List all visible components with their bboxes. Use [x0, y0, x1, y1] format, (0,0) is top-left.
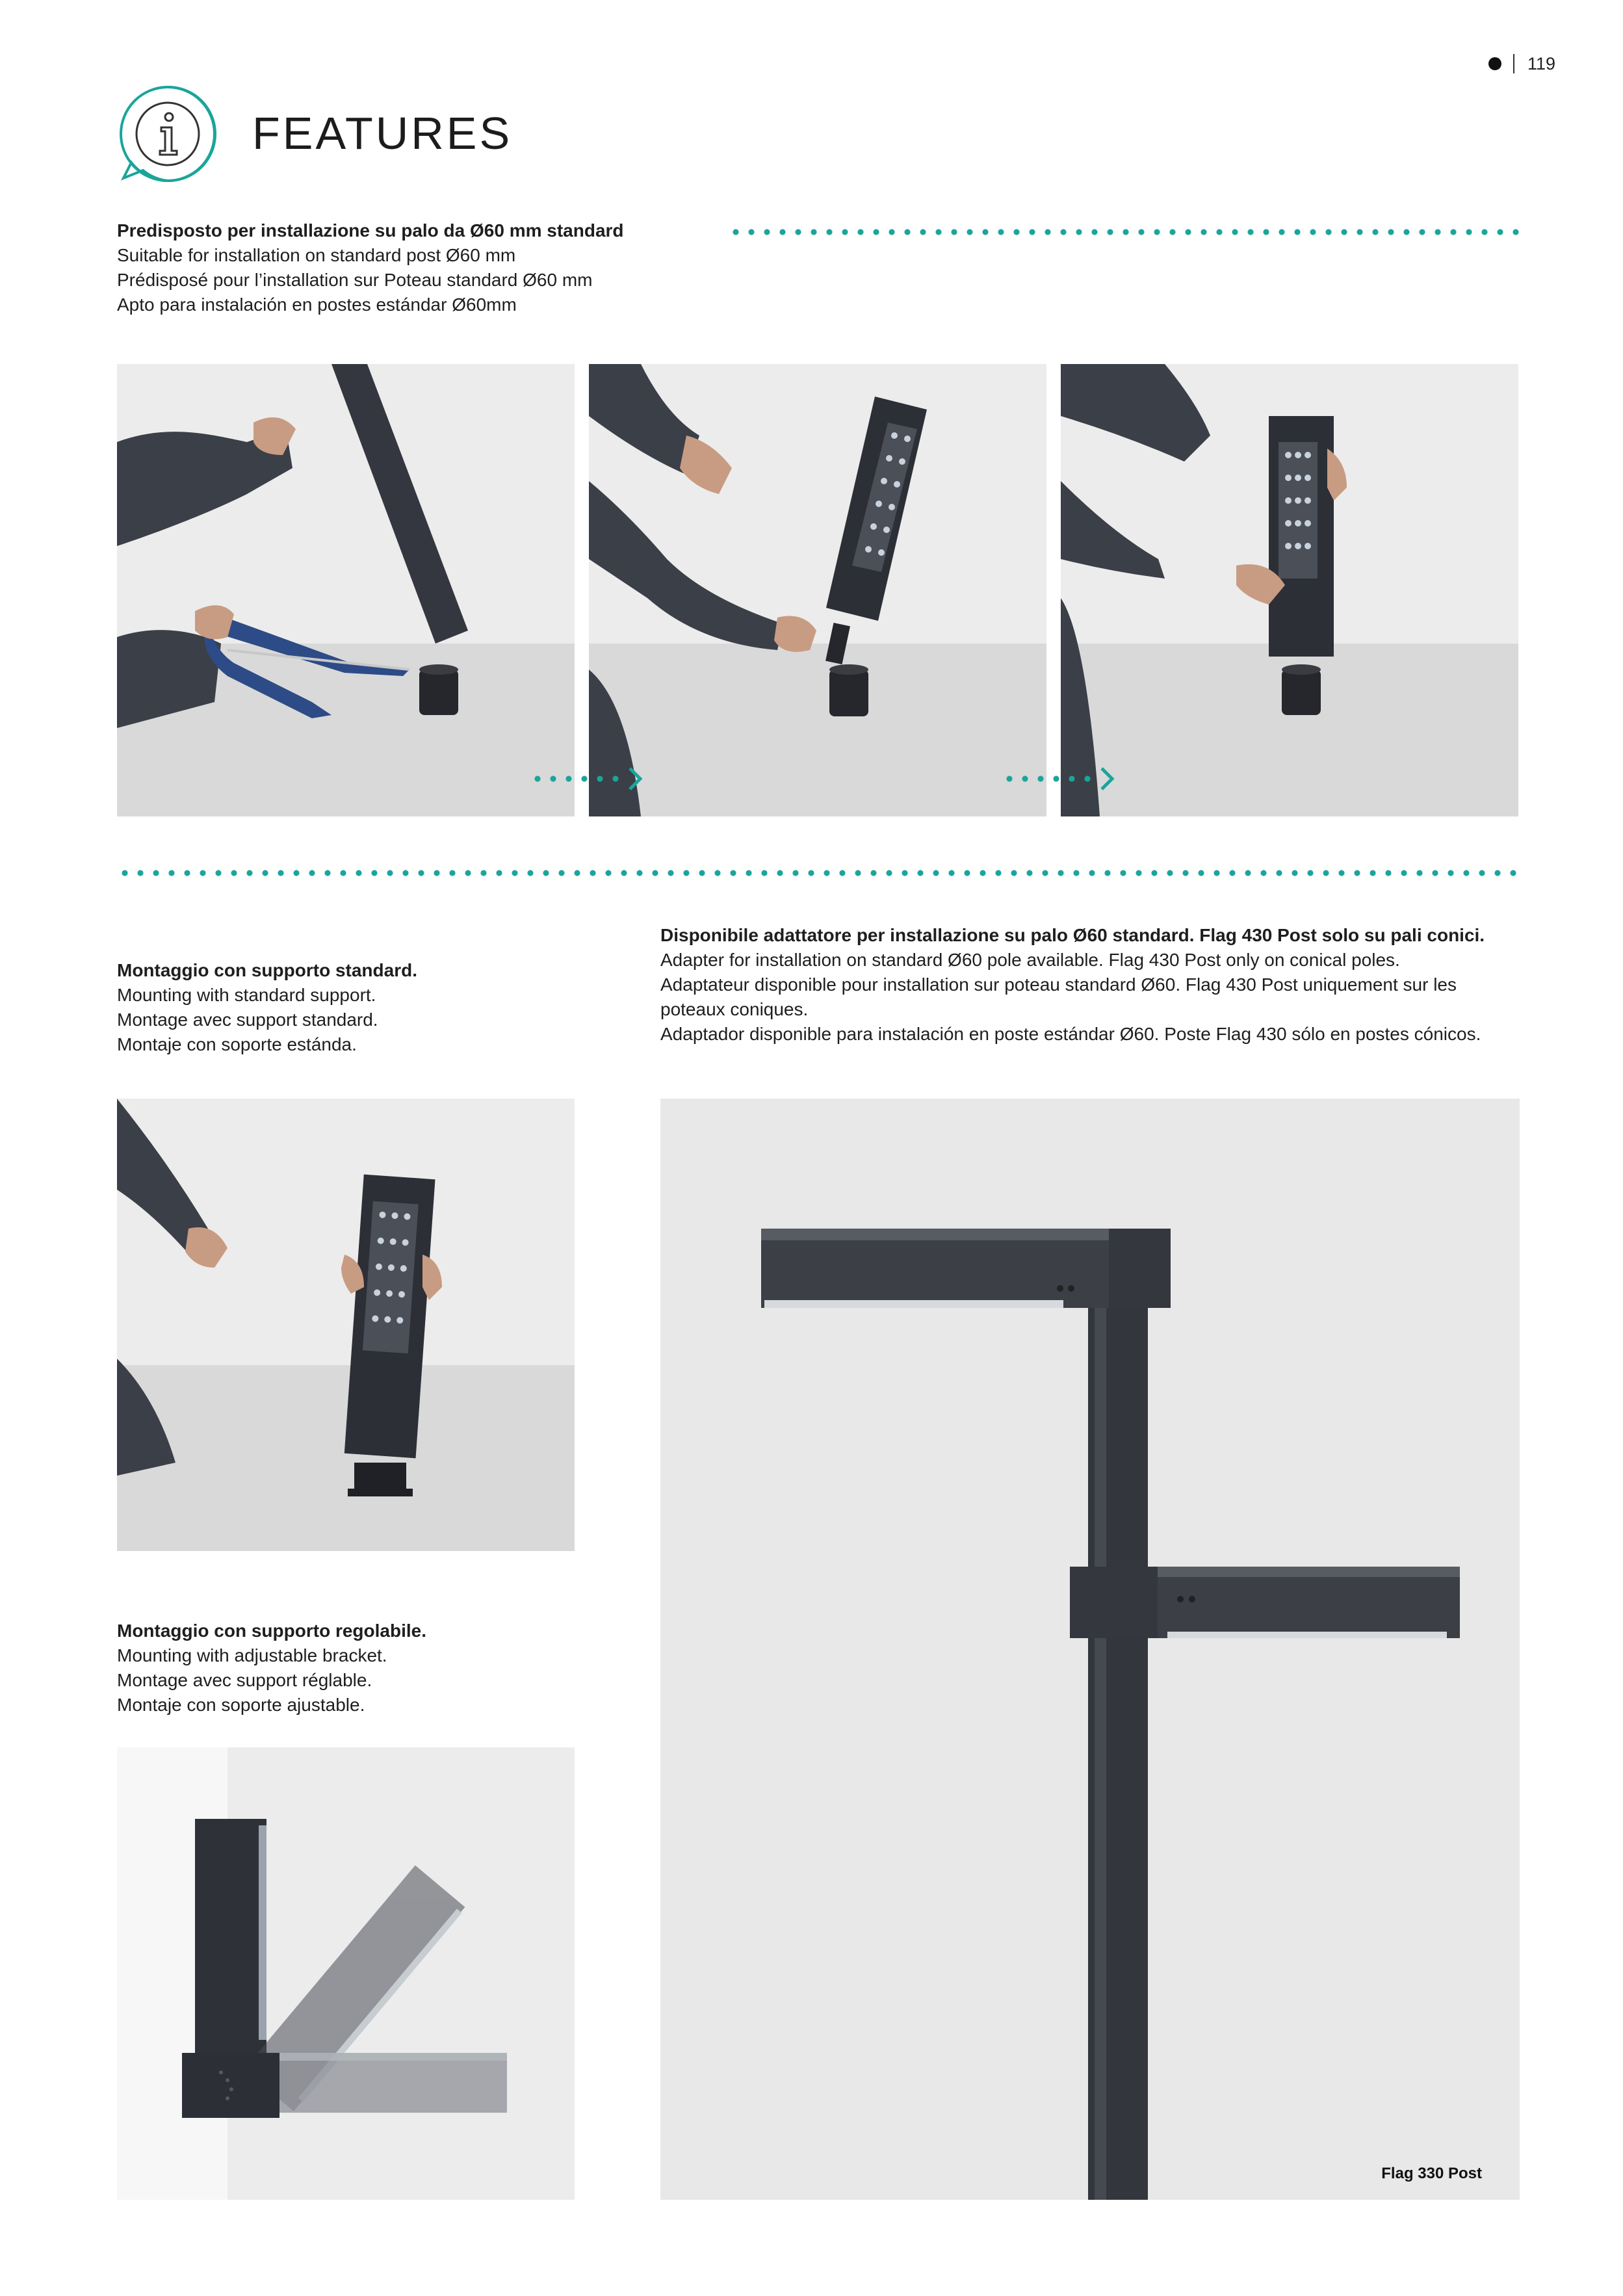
page-number	[1488, 51, 1555, 77]
text-english: Adapter for installation on standard Ø60 pole available. Flag 430 Post only on conical poles.	[660, 950, 1400, 970]
bullet-dot	[1488, 57, 1501, 70]
text-french: Prédisposé pour l’installation sur Poteau standard Ø60 mm	[117, 270, 593, 290]
page-title: FEATURES	[252, 108, 513, 159]
step-arrow-2	[1002, 766, 1115, 792]
text-spanish: Montaje con soporte estánda.	[117, 1034, 357, 1054]
adapter-text	[660, 923, 1525, 1047]
step-photo-insert-connector	[589, 364, 1046, 816]
text-french: Montage avec support standard.	[117, 1010, 378, 1030]
text-italian: Montaggio con supporto standard.	[117, 960, 417, 980]
text-english: Suitable for installation on standard post Ø60 mm	[117, 245, 516, 265]
text-italian: Predisposto per installazione su palo da Ø60 mm standard	[117, 220, 624, 241]
text-english: Mounting with standard support.	[117, 985, 376, 1005]
standard-support-photo	[117, 1099, 575, 1551]
text-french: Montage avec support réglable.	[117, 1670, 372, 1690]
dotted-separator	[117, 870, 1521, 876]
text-french: Adaptateur disponible pour installation sur poteau standard Ø60. Flag 430 Post uniquement sur les poteaux coniques.	[660, 974, 1457, 1019]
step-photo-fit-luminaire	[1061, 364, 1518, 816]
adjustable-bracket-photo	[117, 1747, 575, 2200]
step-photo-cut-pole	[117, 364, 575, 816]
page-number-text: 119	[1527, 53, 1556, 73]
dotted-separator	[728, 229, 1521, 235]
text-spanish: Apto para instalación en postes estándar Ø60mm	[117, 294, 517, 315]
text-italian: Disponibile adattatore per installazione su palo Ø60 standard. Flag 430 Post solo su pali conici.	[660, 925, 1485, 945]
flag-post-photo	[660, 1099, 1520, 2200]
text-english: Mounting with adjustable bracket.	[117, 1645, 387, 1665]
text-spanish: Adaptador disponible para instalación en poste estándar Ø60. Poste Flag 430 sólo en postes cónicos.	[660, 1024, 1481, 1044]
info-bubble-icon	[117, 83, 218, 185]
divider	[1513, 54, 1514, 73]
chevron-right-icon	[1099, 766, 1115, 792]
text-italian: Montaggio con supporto regolabile.	[117, 1621, 426, 1641]
step-arrow-1	[530, 766, 643, 792]
install-post-text	[117, 218, 702, 317]
adjustable-bracket-text	[117, 1619, 637, 1717]
photo-caption: Flag 330 Post	[1381, 2165, 1482, 2182]
text-spanish: Montaje con soporte ajustable.	[117, 1695, 365, 1715]
chevron-right-icon	[627, 766, 643, 792]
standard-support-text	[117, 958, 637, 1057]
arrow-dots	[1002, 776, 1099, 782]
arrow-dots	[530, 776, 627, 782]
